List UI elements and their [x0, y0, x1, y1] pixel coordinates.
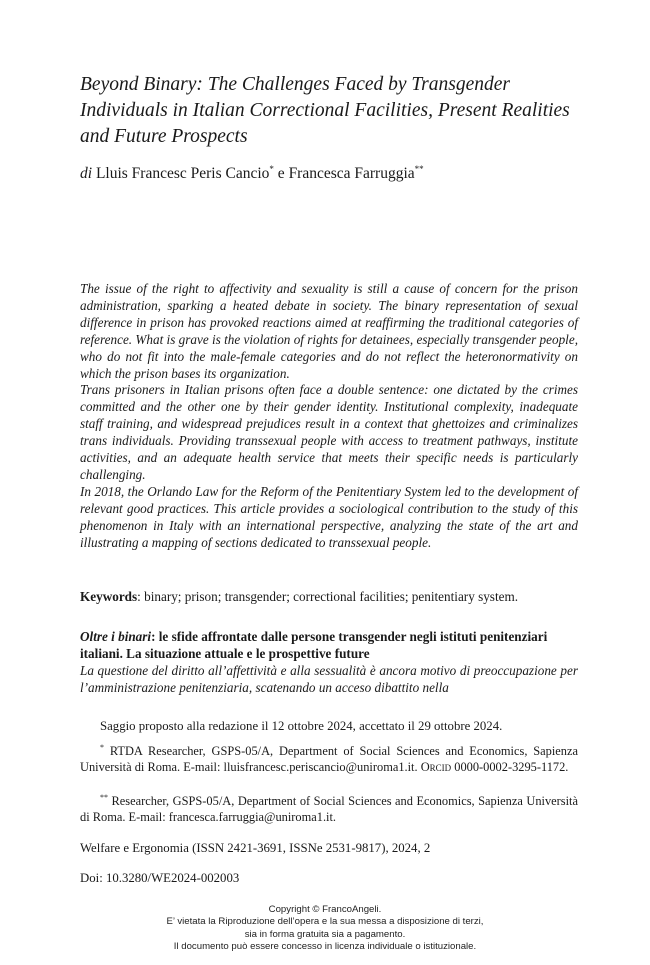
keywords — [80, 588, 578, 605]
footnote-1-mark: * — [100, 742, 104, 752]
author-separator: e — [277, 165, 285, 182]
abstract-paragraph-3: In 2018, the Orlando Law for the Reform of the Penitentiary System led to the development of relevant good practices. This article provides a sociological contribution to the study of this phenomenon in Italy with an international perspective, analyzing the state of the art and illustrating a mapping of sections dedicated to transsexual people. — [80, 483, 578, 550]
keywords-list: : binary; prison; transgender; correctional facilities; penitentiary system. — [137, 589, 519, 604]
copyright-line-1: Copyright © FrancoAngeli. — [268, 904, 382, 915]
copyright-line-2: E’ vietata la Riproduzione dell’opera e la sua messa a disposizione di terzi, — [166, 916, 484, 928]
english-abstract — [80, 281, 578, 552]
author-line — [80, 164, 578, 184]
footnote-1 — [80, 743, 578, 775]
submission-note: Saggio proposto alla redazione il 12 ottobre 2024, accettato il 29 ottobre 2024. — [100, 719, 503, 733]
keywords-label: Keywords — [80, 589, 138, 604]
journal-citation: Welfare e Ergonomia (ISSN 2421-3691, ISSNe 2531-9817), 2024, 2 — [80, 841, 431, 855]
author-2-mark: ** — [414, 163, 424, 174]
copyright-notice — [0, 904, 650, 954]
footnote-2 — [80, 793, 578, 825]
italian-title-rest: : le sfide affrontate dalle persone transgender negli istituti penitenziari italiani. La situazione attuale e le prospettive future — [80, 629, 548, 661]
author-1-mark: * — [269, 163, 274, 174]
doi: Doi: 10.3280/WE2024-002003 — [80, 871, 240, 885]
footnote-2-mark: ** — [100, 792, 108, 802]
footnote-1-orcid-id: 0000-0002-3295-1172. — [451, 760, 569, 774]
author-1: Lluis Francesc Peris Cancio — [95, 165, 270, 182]
italian-abstract: La questione del diritto all’affettività e alla sessualità è ancora motivo di preoccupazione per l’amministrazione penitenziaria, scatenando un acceso dibattito nella — [80, 663, 578, 695]
authors-prefix: di — [80, 165, 93, 182]
copyright-line-4: Il documento può essere concesso in licenza individuale o istituzionale. — [173, 941, 477, 953]
footnote-1-text: RTDA Researcher, GSPS-05/A, Department of Social Sciences and Economics, Sapienza Università di Roma. E-mail: lluisfrancesc.periscancio@uniroma1.it. — [80, 744, 578, 774]
copyright-line-3: sia in forma gratuita sia a pagamento. — [244, 928, 406, 940]
abstract-paragraph-2: Trans prisoners in Italian prisons often face a double sentence: one dictated by the crimes committed and the other one by their gender identity. Institutional complexity, inadequate staff training, and widespread prejudices result in a context that ghettoizes and criminalizes trans individuals. Providing transsexual people with access to treatment pathways, institute activities, and an adequate health service that meets their specific needs is particularly challenging. — [80, 382, 578, 482]
orcid-label: Orcid — [420, 760, 452, 774]
abstract-paragraph-1: The issue of the right to affectivity and sexuality is still a cause of concern for the prison administration, sparking a heated debate in society. The binary representation of sexual difference in prison has provoked reactions aimed at reaffirming the traditional categories of reference. What is grave is the violation of rights for detainees, especially transgender people, who do not fit into the male-female categories and do not reflect the heteronormativity on which the prison bases its organization. — [80, 281, 578, 381]
author-2: Francesca Farruggia — [288, 165, 415, 182]
italian-title — [80, 628, 578, 662]
italian-title-italic: Oltre i binari — [80, 629, 152, 644]
article-title: Beyond Binary: The Challenges Faced by Transgender Individuals in Italian Correctional Facilities, Present Realities and Future Prospects — [80, 74, 570, 147]
footnote-2-text: Researcher, GSPS-05/A, Department of Social Sciences and Economics, Sapienza Università di Roma. E-mail: francesca.farruggia@uniroma1.it. — [80, 794, 578, 824]
